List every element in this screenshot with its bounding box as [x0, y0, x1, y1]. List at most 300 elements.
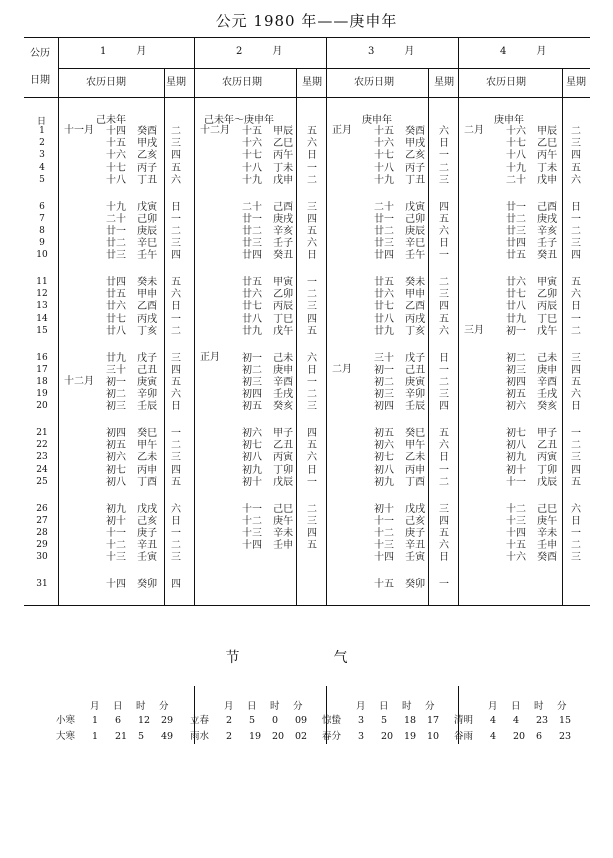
lunar-day: 十四 辛未 — [506, 527, 558, 539]
lunar-day: 二十 己卯 — [106, 213, 158, 225]
weekday: 三 — [307, 401, 317, 413]
weekday: 一 — [439, 250, 449, 262]
lunar-day: 廿八 丙戌 — [374, 313, 426, 325]
weekday: 一 — [307, 476, 317, 488]
jieqi-name: 惊蛰 — [322, 715, 342, 726]
jieqi-value: 20 — [272, 731, 285, 742]
weekday: 二 — [171, 325, 181, 337]
lunar-day: 十六 甲戌 — [374, 138, 426, 150]
day-number: 20 — [36, 401, 48, 412]
weekday: 一 — [439, 150, 449, 162]
lunar-day: 廿九 戊午 — [242, 325, 294, 337]
lunar-day: 十二 己巳 — [506, 503, 558, 515]
header-month-2: 2 月 — [236, 46, 283, 57]
lunar-day: 十六 乙亥 — [106, 150, 158, 162]
lunar-day: 初三 壬辰 — [106, 401, 158, 413]
lunar-day: 廿六 甲申 — [374, 289, 426, 301]
jieqi-col-header: 分 — [425, 701, 435, 712]
lunar-month-mark: 十二月 — [64, 375, 94, 387]
weekday: 日 — [439, 138, 449, 150]
lunar-day: 廿四 癸丑 — [242, 250, 294, 262]
day-number: 17 — [36, 364, 48, 375]
lunar-day: 十五 甲辰 — [242, 126, 294, 137]
weekday: 二 — [571, 126, 581, 137]
lunar-day: 初九 丙寅 — [506, 452, 558, 464]
weekday: 二 — [171, 540, 181, 552]
weekday: 日 — [307, 150, 317, 162]
lunar-day: 廿六 乙卯 — [242, 289, 294, 301]
lunar-day: 初五 甲午 — [106, 440, 158, 452]
weekday: 一 — [571, 213, 581, 225]
weekday: 二 — [171, 225, 181, 237]
lunar-day: 初九 丁卯 — [242, 464, 294, 476]
lunar-day: 廿七 乙酉 — [374, 301, 426, 313]
weekday: 五 — [171, 476, 181, 488]
weekday: 五 — [307, 126, 317, 137]
lunar-day: 初二 庚寅 — [374, 376, 426, 388]
weekday: 五 — [571, 476, 581, 488]
weekday: 六 — [171, 503, 181, 515]
weekday: 二 — [571, 225, 581, 237]
lunar-day: 廿七 丙辰 — [242, 301, 294, 313]
jieqi-col-header: 分 — [557, 701, 567, 712]
lunar-day: 十五 癸酉 — [374, 126, 426, 137]
lunar-day: 十六 乙巳 — [242, 138, 294, 150]
weekday: 日 — [571, 401, 581, 413]
lunar-day: 初一 己未 — [242, 352, 294, 364]
jieqi-value: 2 — [226, 731, 233, 742]
jieqi-value: 5 — [249, 715, 256, 726]
col-divider — [458, 37, 459, 605]
lunar-day: 初十 戊戌 — [374, 503, 426, 515]
lunar-day: 十四 壬寅 — [374, 552, 426, 564]
weekday: 一 — [439, 364, 449, 376]
day-number: 24 — [36, 464, 48, 475]
jieqi-value: 20 — [513, 731, 526, 742]
jieqi-col-header: 日 — [247, 701, 257, 712]
weekday: 一 — [171, 313, 181, 325]
jieqi-value: 1 — [92, 731, 99, 742]
weekday: 三 — [171, 352, 181, 364]
lunar-day: 初八 丙寅 — [242, 452, 294, 464]
lunar-day: 廿九 戊子 — [106, 352, 158, 364]
lunar-day: 初三 庚申 — [506, 364, 558, 376]
weekday: 三 — [307, 301, 317, 313]
year-label: 己未年 — [96, 115, 126, 126]
lunar-day: 廿五 癸丑 — [506, 250, 558, 262]
weekday: 一 — [571, 428, 581, 439]
lunar-day: 十三 辛未 — [242, 527, 294, 539]
day-number: 31 — [36, 579, 48, 589]
jieqi-col-header: 分 — [293, 701, 303, 712]
lunar-day: 廿二 辛亥 — [242, 225, 294, 237]
jieqi-col-header: 时 — [534, 701, 544, 712]
lunar-day: 十五 甲戌 — [106, 138, 158, 150]
jieqi-value: 3 — [358, 731, 365, 742]
jieqi-value: 20 — [381, 731, 394, 742]
weekday: 日 — [171, 201, 181, 213]
jieqi-col-header: 时 — [402, 701, 412, 712]
week-divider — [164, 68, 165, 605]
lunar-day: 初六 癸亥 — [506, 401, 558, 413]
lunar-day: 十六 甲辰 — [506, 126, 558, 137]
weekday: 三 — [571, 238, 581, 250]
weekday: 二 — [307, 174, 317, 186]
weekday: 三 — [307, 201, 317, 213]
weekday: 六 — [439, 540, 449, 552]
lunar-day: 初四 癸巳 — [106, 428, 158, 439]
weekday: 二 — [171, 440, 181, 452]
lunar-day: 初六 甲午 — [374, 440, 426, 452]
jieqi-value: 0 — [272, 715, 279, 726]
lunar-day: 初四 壬戌 — [242, 389, 294, 401]
header-nongli: 农历日期 — [486, 77, 526, 88]
weekday: 日 — [439, 452, 449, 464]
header-month-1: 1 月 — [100, 46, 147, 57]
lunar-month-mark: 十二月 — [200, 125, 230, 136]
weekday: 三 — [307, 515, 317, 527]
jieqi-col-header: 月 — [488, 701, 498, 712]
lunar-day: 初八 丁酉 — [106, 476, 158, 488]
lunar-day: 初七 乙丑 — [242, 440, 294, 452]
weekday: 五 — [171, 376, 181, 388]
lunar-day: 初二 己未 — [506, 352, 558, 364]
weekday: 四 — [439, 301, 449, 313]
jieqi-value: 2 — [226, 715, 233, 726]
lunar-day: 十七 丙子 — [106, 162, 158, 174]
header-nongli: 农历日期 — [354, 77, 394, 88]
lunar-month-mark: 二月 — [464, 125, 484, 136]
lunar-day: 十八 丁丑 — [106, 174, 158, 186]
year-label: 己未年～庚申年 — [204, 115, 274, 126]
weekday: 日 — [439, 552, 449, 564]
weekday: 六 — [439, 440, 449, 452]
lunar-day: 廿四 壬子 — [506, 238, 558, 250]
weekday: 六 — [307, 452, 317, 464]
lunar-month-mark: 正月 — [200, 351, 220, 363]
header-riqi: 日期 — [30, 75, 50, 86]
lunar-day: 十三 壬寅 — [106, 552, 158, 564]
day-number: 1 — [39, 126, 45, 136]
jieqi-col-header: 时 — [136, 701, 146, 712]
col-divider — [194, 37, 195, 605]
weekday: 二 — [439, 476, 449, 488]
lunar-day: 廿九 丁亥 — [374, 325, 426, 337]
jieqi-col-header: 月 — [90, 701, 100, 712]
weekday: 二 — [571, 325, 581, 337]
lunar-day: 廿四 癸未 — [106, 277, 158, 288]
lunar-day: 十六 癸酉 — [506, 552, 558, 564]
weekday: 一 — [307, 162, 317, 174]
weekday: 一 — [571, 527, 581, 539]
jieqi-value: 6 — [536, 731, 543, 742]
lunar-day: 初八 乙丑 — [506, 440, 558, 452]
weekday: 四 — [307, 313, 317, 325]
weekday: 六 — [307, 138, 317, 150]
header-week: 星期 — [166, 77, 186, 88]
header-week: 星期 — [434, 77, 454, 88]
weekday: 一 — [307, 376, 317, 388]
weekday: 四 — [439, 401, 449, 413]
jieqi-value: 09 — [295, 715, 308, 726]
jieqi-col-header: 日 — [379, 701, 389, 712]
jieqi-col-header: 时 — [270, 701, 280, 712]
weekday: 一 — [171, 527, 181, 539]
weekday: 二 — [307, 389, 317, 401]
week-divider — [428, 68, 429, 605]
header-nongli: 农历日期 — [222, 77, 262, 88]
jieqi-value: 49 — [161, 731, 174, 742]
header-week: 星期 — [302, 77, 322, 88]
table-bottom-rule — [24, 605, 590, 606]
lunar-day: 初五 壬戌 — [506, 389, 558, 401]
weekday: 日 — [171, 401, 181, 413]
lunar-day: 十一 己巳 — [242, 503, 294, 515]
lunar-day: 廿八 丙辰 — [506, 301, 558, 313]
weekday: 日 — [307, 464, 317, 476]
day-number: 21 — [36, 428, 48, 438]
day-number: 16 — [36, 352, 48, 363]
weekday: 一 — [571, 313, 581, 325]
day-number: 11 — [36, 277, 48, 287]
weekday: 日 — [571, 515, 581, 527]
jieqi-title: 节 气 — [225, 650, 388, 666]
lunar-day: 廿八 丁亥 — [106, 325, 158, 337]
jieqi-name: 立春 — [190, 715, 210, 726]
lunar-day: 十四 壬申 — [242, 540, 294, 552]
weekday: 五 — [307, 225, 317, 237]
weekday: 日 — [171, 301, 181, 313]
weekday: 四 — [171, 364, 181, 376]
weekday: 一 — [171, 213, 181, 225]
weekday: 五 — [571, 277, 581, 288]
header-month-4: 4 月 — [500, 46, 547, 57]
lunar-day: 初七 甲子 — [506, 428, 558, 439]
lunar-day: 十九 丁丑 — [374, 174, 426, 186]
weekday: 五 — [571, 162, 581, 174]
weekday: 四 — [571, 364, 581, 376]
weekday: 二 — [571, 440, 581, 452]
weekday: 一 — [439, 464, 449, 476]
weekday: 五 — [307, 325, 317, 337]
lunar-day: 十九 丁未 — [506, 162, 558, 174]
header-nongli: 农历日期 — [86, 77, 126, 88]
day-number: 23 — [36, 452, 48, 463]
lunar-month-mark: 三月 — [464, 324, 484, 336]
lunar-month-mark: 二月 — [332, 363, 352, 375]
weekday: 二 — [439, 162, 449, 174]
weekday: 四 — [571, 250, 581, 262]
lunar-day: 十一 己亥 — [374, 515, 426, 527]
weekday: 四 — [171, 464, 181, 476]
weekday: 六 — [439, 325, 449, 337]
weekday: 四 — [571, 150, 581, 162]
lunar-day: 廿一 己卯 — [374, 213, 426, 225]
lunar-day: 初一 庚寅 — [106, 376, 158, 388]
lunar-day: 初七 丙申 — [106, 464, 158, 476]
weekday: 六 — [571, 174, 581, 186]
lunar-day: 初三 辛酉 — [242, 376, 294, 388]
jieqi-value: 15 — [559, 715, 572, 726]
lunar-day: 廿五 甲寅 — [242, 277, 294, 288]
day-number: 12 — [36, 289, 48, 300]
weekday: 二 — [571, 540, 581, 552]
weekday: 二 — [307, 503, 317, 515]
day-number: 18 — [36, 376, 48, 387]
header-week: 星期 — [566, 77, 586, 88]
weekday: 四 — [171, 579, 181, 590]
weekday: 四 — [439, 201, 449, 213]
lunar-day: 廿五 甲申 — [106, 289, 158, 301]
lunar-day: 十一 庚子 — [106, 527, 158, 539]
day-number: 15 — [36, 325, 48, 336]
jieqi-value: 4 — [513, 715, 520, 726]
lunar-day: 廿三 壬午 — [106, 250, 158, 262]
weekday: 六 — [571, 389, 581, 401]
jieqi-value: 21 — [115, 731, 128, 742]
weekday: 五 — [439, 213, 449, 225]
weekday: 日 — [171, 515, 181, 527]
lunar-day: 十四 癸卯 — [106, 579, 158, 590]
weekday: 一 — [307, 277, 317, 288]
lunar-day: 初九 丁酉 — [374, 476, 426, 488]
day-number: 8 — [39, 225, 45, 236]
weekday: 五 — [171, 277, 181, 288]
jieqi-value: 5 — [138, 731, 145, 742]
day-number: 28 — [36, 527, 48, 538]
weekday: 五 — [439, 428, 449, 439]
jieqi-value: 19 — [404, 731, 417, 742]
lunar-day: 三十 戊子 — [374, 352, 426, 364]
weekday: 三 — [439, 389, 449, 401]
day-number: 27 — [36, 515, 48, 526]
week-divider — [562, 68, 563, 605]
table-top-rule — [24, 37, 590, 38]
lunar-day: 廿九 丁巳 — [506, 313, 558, 325]
jieqi-name: 小寒 — [56, 715, 76, 726]
lunar-day: 廿二 庚戌 — [506, 213, 558, 225]
year-label: 庚申年 — [362, 115, 392, 126]
jieqi-name: 大寒 — [56, 731, 76, 742]
day-number: 30 — [36, 552, 48, 563]
lunar-day: 廿一 庚戌 — [242, 213, 294, 225]
weekday: 四 — [307, 527, 317, 539]
weekday: 二 — [439, 277, 449, 288]
lunar-day: 廿六 甲寅 — [506, 277, 558, 288]
header-mid-rule — [58, 68, 590, 69]
lunar-day: 十八 丙子 — [374, 162, 426, 174]
col-divider — [58, 37, 59, 605]
weekday: 六 — [439, 225, 449, 237]
jieqi-col-header: 月 — [356, 701, 366, 712]
lunar-day: 二十 戊申 — [506, 174, 558, 186]
jieqi-name: 雨水 — [190, 731, 210, 742]
lunar-day: 十三 辛丑 — [374, 540, 426, 552]
day-number: 4 — [39, 162, 45, 173]
weekday: 三 — [171, 552, 181, 564]
lunar-day: 十七 乙亥 — [374, 150, 426, 162]
jieqi-value: 12 — [138, 715, 151, 726]
jieqi-name: 清明 — [454, 715, 474, 726]
day-number: 14 — [36, 313, 48, 324]
weekday: 三 — [171, 138, 181, 150]
weekday: 五 — [307, 440, 317, 452]
weekday: 五 — [439, 313, 449, 325]
year-label: 庚申年 — [494, 115, 524, 126]
lunar-day: 初九 戊戌 — [106, 503, 158, 515]
lunar-day: 初六 乙未 — [106, 452, 158, 464]
day-number: 9 — [39, 238, 45, 249]
weekday: 二 — [307, 289, 317, 301]
jieqi-value: 4 — [490, 731, 497, 742]
lunar-day: 廿二 辛巳 — [106, 238, 158, 250]
jieqi-value: 23 — [559, 731, 572, 742]
lunar-day: 初二 庚申 — [242, 364, 294, 376]
weekday: 日 — [307, 250, 317, 262]
lunar-day: 十四 癸酉 — [106, 126, 158, 137]
weekday: 一 — [439, 579, 449, 590]
weekday: 日 — [571, 201, 581, 213]
week-divider — [296, 68, 297, 605]
lunar-day: 初一 己丑 — [374, 364, 426, 376]
lunar-day: 初六 甲子 — [242, 428, 294, 439]
weekday: 四 — [439, 515, 449, 527]
weekday: 一 — [171, 428, 181, 439]
weekday: 日 — [307, 364, 317, 376]
jieqi-value: 10 — [427, 731, 440, 742]
lunar-day: 初十 丁卯 — [506, 464, 558, 476]
weekday: 六 — [307, 352, 317, 364]
lunar-day: 十一 戊辰 — [506, 476, 558, 488]
jieqi-col-header: 分 — [159, 701, 169, 712]
lunar-day: 廿四 壬午 — [374, 250, 426, 262]
header-month-3: 3 月 — [368, 46, 415, 57]
lunar-day: 初三 辛卯 — [374, 389, 426, 401]
page-title: 公元 1980 年——庚申年 — [215, 12, 398, 30]
weekday: 四 — [307, 428, 317, 439]
day-number: 26 — [36, 503, 48, 514]
lunar-day: 二十 己酉 — [242, 201, 294, 213]
jieqi-value: 29 — [161, 715, 174, 726]
lunar-day: 初五 癸亥 — [242, 401, 294, 413]
weekday: 日 — [439, 352, 449, 364]
jieqi-value: 1 — [92, 715, 99, 726]
jieqi-value: 17 — [427, 715, 440, 726]
day-number: 13 — [36, 301, 48, 312]
weekday: 三 — [571, 552, 581, 564]
jieqi-col-header: 月 — [224, 701, 234, 712]
lunar-day: 十八 丙午 — [506, 150, 558, 162]
lunar-day: 初十 己亥 — [106, 515, 158, 527]
day-number: 3 — [39, 150, 45, 161]
weekday: 三 — [439, 289, 449, 301]
lunar-day: 十八 丁未 — [242, 162, 294, 174]
lunar-day: 十九 戊寅 — [106, 201, 158, 213]
weekday: 三 — [571, 352, 581, 364]
weekday: 日 — [439, 238, 449, 250]
day-number: 7 — [39, 213, 45, 224]
lunar-day: 十九 戊申 — [242, 174, 294, 186]
lunar-day: 十三 庚午 — [506, 515, 558, 527]
weekday: 六 — [439, 126, 449, 137]
weekday: 五 — [307, 540, 317, 552]
col-divider — [326, 37, 327, 605]
jieqi-name: 谷雨 — [454, 731, 474, 742]
jieqi-value: 18 — [404, 715, 417, 726]
lunar-day: 十五 壬申 — [506, 540, 558, 552]
lunar-day: 初二 辛卯 — [106, 389, 158, 401]
lunar-day: 十二 庚子 — [374, 527, 426, 539]
